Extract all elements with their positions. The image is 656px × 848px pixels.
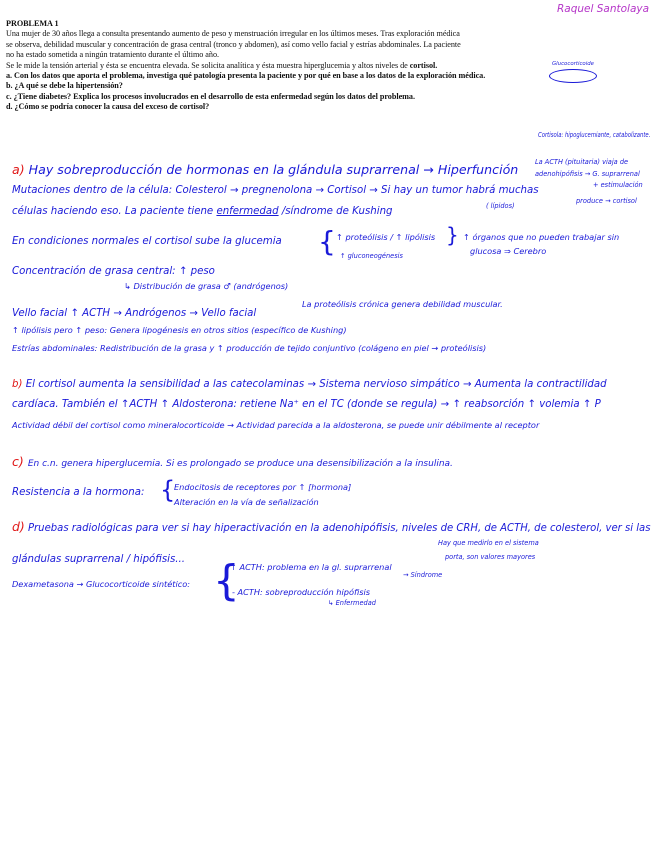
question-c: c. ¿Tiene diabetes? Explica los procesos involucrados en el desarrollo de esta enfermedad según los datos del problema.: [6, 91, 415, 101]
answer-b: b) El cortisol aumenta la sensibilidad a las catecolaminas → Sistema nervioso simpático → Aumenta la contractilidad: [12, 379, 607, 390]
side-note-2a: La ACTH (pituitaria) viaja de: [535, 158, 629, 166]
dexa-acth-low: - ACTH: sobreproducción hipófisis: [232, 587, 371, 597]
problem-line-4: Se le mide la tensión arterial y ésta se encuentra elevada. Se solicita analítica y ésta muestra hiperglucemia y altos niveles de cortisol.: [6, 60, 438, 70]
brace-dexamethasone: {: [213, 556, 240, 605]
brace-organs: }: [446, 223, 459, 247]
stretch-marks: Estrías abdominales: Redistribución de la grasa y ↑ producción de tejido conjuntivo (colágeno en piel → proteólisis): [12, 343, 487, 353]
question-a: a. Con los datos que aporta el problema, investiga qué patología presenta la paciente y por qué en base a los datos de la exploración médica.: [6, 71, 486, 81]
brace-resistance: {: [160, 476, 176, 504]
fat-distribution: ↳ Distribución de grasa ♂ (andrógenos): [124, 281, 289, 291]
circle-mark: [549, 69, 597, 83]
problem-line-1: Una mujer de 30 años llega a consulta presentando aumento de peso y menstruación irregular en los últimos meses. Tras exploración médica: [6, 29, 460, 39]
glucemia-gluconeogenesis: ↑ gluconeogénesis: [340, 252, 403, 260]
fat-concentration: Concentración de grasa central: ↑ peso: [12, 266, 215, 277]
answer-d-note2: porta, son valores mayores: [445, 553, 536, 561]
problem-line-3: no ha estado sometida a ningún tratamiento durante el último año.: [6, 50, 219, 60]
dexa-disease: ↳ Enfermedad: [328, 599, 376, 607]
glucemia-line: En condiciones normales el cortisol sube la glucemia: [12, 236, 282, 247]
problem-title: PROBLEMA 1: [6, 19, 59, 28]
problem-line-2: se observa, debilidad muscular y concentración de grasa central (tronco y abdomen), así como vello facial y estrías abdominales. La paciente: [6, 39, 461, 49]
glucemia-organs: ↑ órganos que no pueden trabajar sin: [463, 232, 620, 242]
answer-d: d) Pruebas radiológicas para ver si hay hiperactivación en la adenohipófisis, niveles de CRH, de ACTH, de colesterol, ver si las: [12, 519, 651, 534]
dexa-syndrome: → Síndrome: [403, 571, 443, 579]
brace-glucemia: {: [318, 225, 336, 258]
answer-d-line2: glándulas suprarrenal / hipófisis...: [12, 554, 186, 565]
problem-statement: [6, 19, 646, 113]
question-d: d. ¿Cómo se podría conocer la causa del exceso de cortisol?: [6, 102, 210, 112]
author-name: Raquel Santolaya: [557, 3, 650, 15]
glucemia-proteolysis: ↑ proteólisis / ↑ lipólisis: [336, 232, 436, 242]
answer-a-note: ( lípidos): [486, 202, 515, 210]
answer-c: c) En c.n. genera hiperglucemia. Si es prolongado se produce una desensibilización a la insulina.: [12, 454, 453, 469]
muscle-weakness: La proteólisis crónica genera debilidad muscular.: [302, 299, 503, 309]
side-note-2c: + estimulación: [593, 181, 643, 189]
answer-b-line3: Actividad débil del cortisol como mineralocorticoide → Actividad parecida a la aldosterona, se puede unir débilmente al receptor: [12, 420, 540, 430]
glucemia-brain: glucosa ⇒ Cerebro: [470, 246, 547, 256]
side-note-2d: produce → cortisol: [576, 197, 637, 205]
dexa-acth-high: ↑ ACTH: problema en la gl. suprarrenal: [230, 562, 392, 572]
facial-hair: Vello facial ↑ ACTH → Andrógenos → Vello facial: [12, 308, 257, 319]
side-note-1: Cortisola: hipoglucemiante, catabolizante.: [538, 131, 651, 139]
answer-b-line2: cardíaca. También el ↑ACTH ↑ Aldosterona: retiene Na⁺ en el TC (donde se regula) → ↑ reabsorción ↑ volemia ↑ P: [12, 399, 601, 410]
circle-note: Glucocorticoide: [552, 61, 594, 67]
hormone-resistance: Resistencia a la hormona:: [12, 487, 145, 498]
side-note-2b: adenohipófisis → G. suprarrenal: [535, 170, 640, 178]
answer-a: a) Hay sobreproducción de hormonas en la glándula suprarrenal → Hiperfunción: [12, 162, 519, 177]
answer-a-line3: células haciendo eso. La paciente tiene enfermedad /síndrome de Kushing: [12, 206, 393, 217]
answer-a-line2: Mutaciones dentro de la célula: Colesterol → pregnenolona → Cortisol → Si hay un tumor habrá muchas: [12, 185, 539, 196]
circled-word: cortisol.: [409, 60, 438, 70]
resistance-signaling: Alteración en la vía de señalización: [174, 497, 319, 507]
dexamethasone: Dexametasona → Glucocorticoide sintético:: [12, 579, 191, 589]
answer-d-note1: Hay que medirlo en el sistema: [438, 539, 539, 547]
question-b: b. ¿A qué se debe la hipertensión?: [6, 81, 123, 91]
lipolysis-line: ↑ lipólisis pero ↑ peso: Genera lipogénesis en otros sitios (específico de Kushing): [12, 325, 347, 335]
resistance-endocytosis: Endocitosis de receptores por ↑ [hormona]: [174, 482, 352, 492]
